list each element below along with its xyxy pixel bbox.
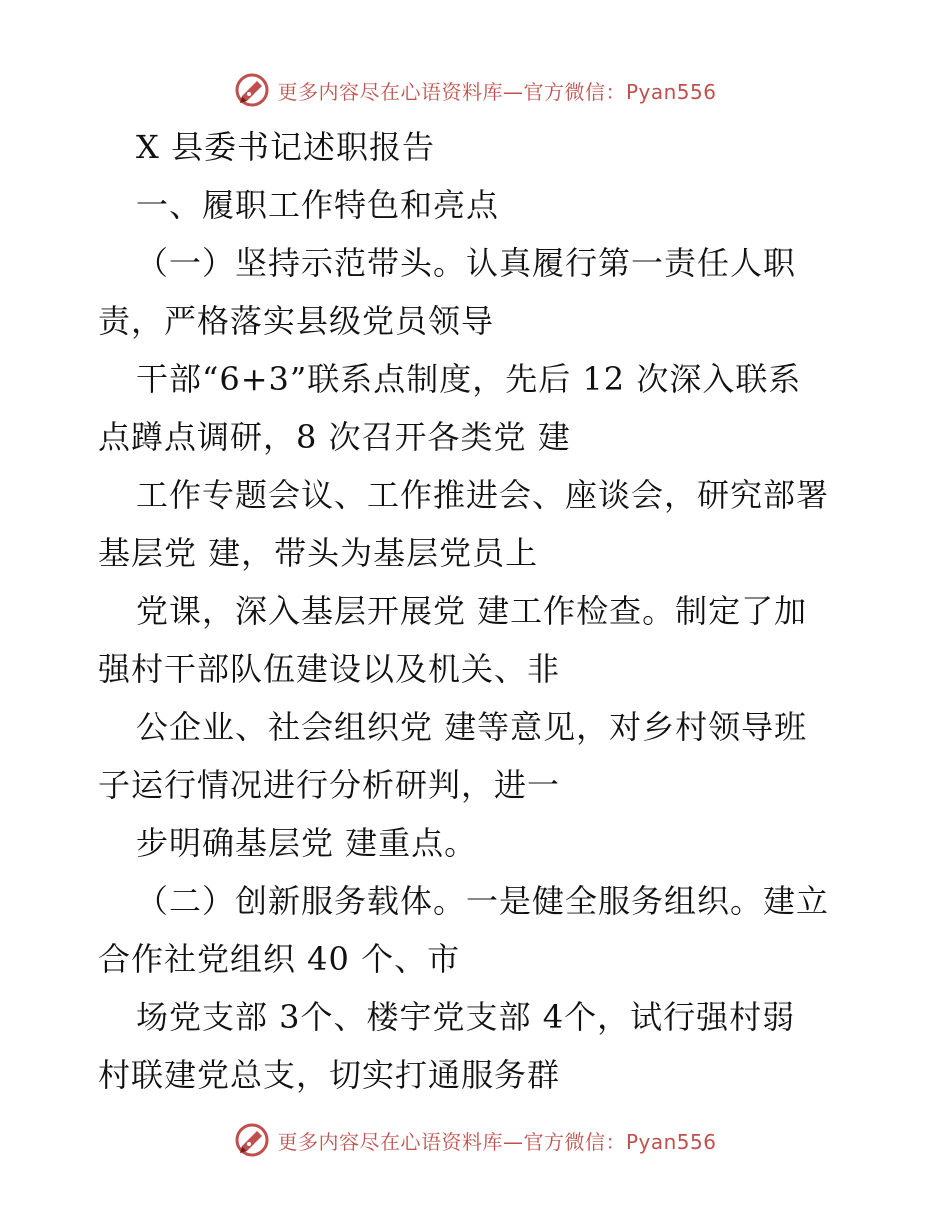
document-line: X 县委书记述职报告 <box>136 128 435 166</box>
document-line: 一、履职工作特色和亮点 <box>136 186 500 224</box>
document-line: （一）坚持示范带头。认真履行第一责任人职 <box>136 244 797 282</box>
document-line: （二）创新服务载体。一是健全服务组织。建立 <box>136 882 830 920</box>
document-line: 子运行情况进行分析研判，进一 <box>98 766 561 804</box>
document-line: 基层党 建，带头为基层党员上 <box>98 534 539 572</box>
watermark-banner-bottom <box>0 1118 950 1162</box>
document-line: 点蹲点调研，8 次召开各类党 建 <box>98 418 571 456</box>
book-pen-logo-icon <box>233 71 271 109</box>
watermark-banner-top <box>0 68 950 112</box>
document-line: 场党支部 3个、楼宇党支部 4个，试行强村弱 <box>136 998 796 1036</box>
document-line: 党课，深入基层开展党 建工作检查。制定了加 <box>136 592 808 630</box>
watermark-text: 更多内容尽在心语资料库—官方微信：Pyan556 <box>277 1129 717 1154</box>
document-body <box>98 118 868 1104</box>
document-line: 干部“6+3”联系点制度，先后 12 次深入联系 <box>136 360 802 398</box>
document-line: 责，严格落实县级党员领导 <box>98 302 495 340</box>
document-line: 村联建党总支，切实打通服务群 <box>98 1056 561 1094</box>
book-pen-logo-icon <box>233 1121 271 1159</box>
document-line: 步明确基层党 建重点。 <box>136 824 478 862</box>
document-line: 强村干部队伍建设以及机关、非 <box>98 650 561 688</box>
document-line: 工作专题会议、工作推进会、座谈会，研究部署 <box>136 476 830 514</box>
document-line: 公企业、社会组织党 建等意见，对乡村领导班 <box>136 708 808 746</box>
watermark-text: 更多内容尽在心语资料库—官方微信：Pyan556 <box>277 79 717 104</box>
document-line: 合作社党组织 40 个、市 <box>98 940 461 978</box>
